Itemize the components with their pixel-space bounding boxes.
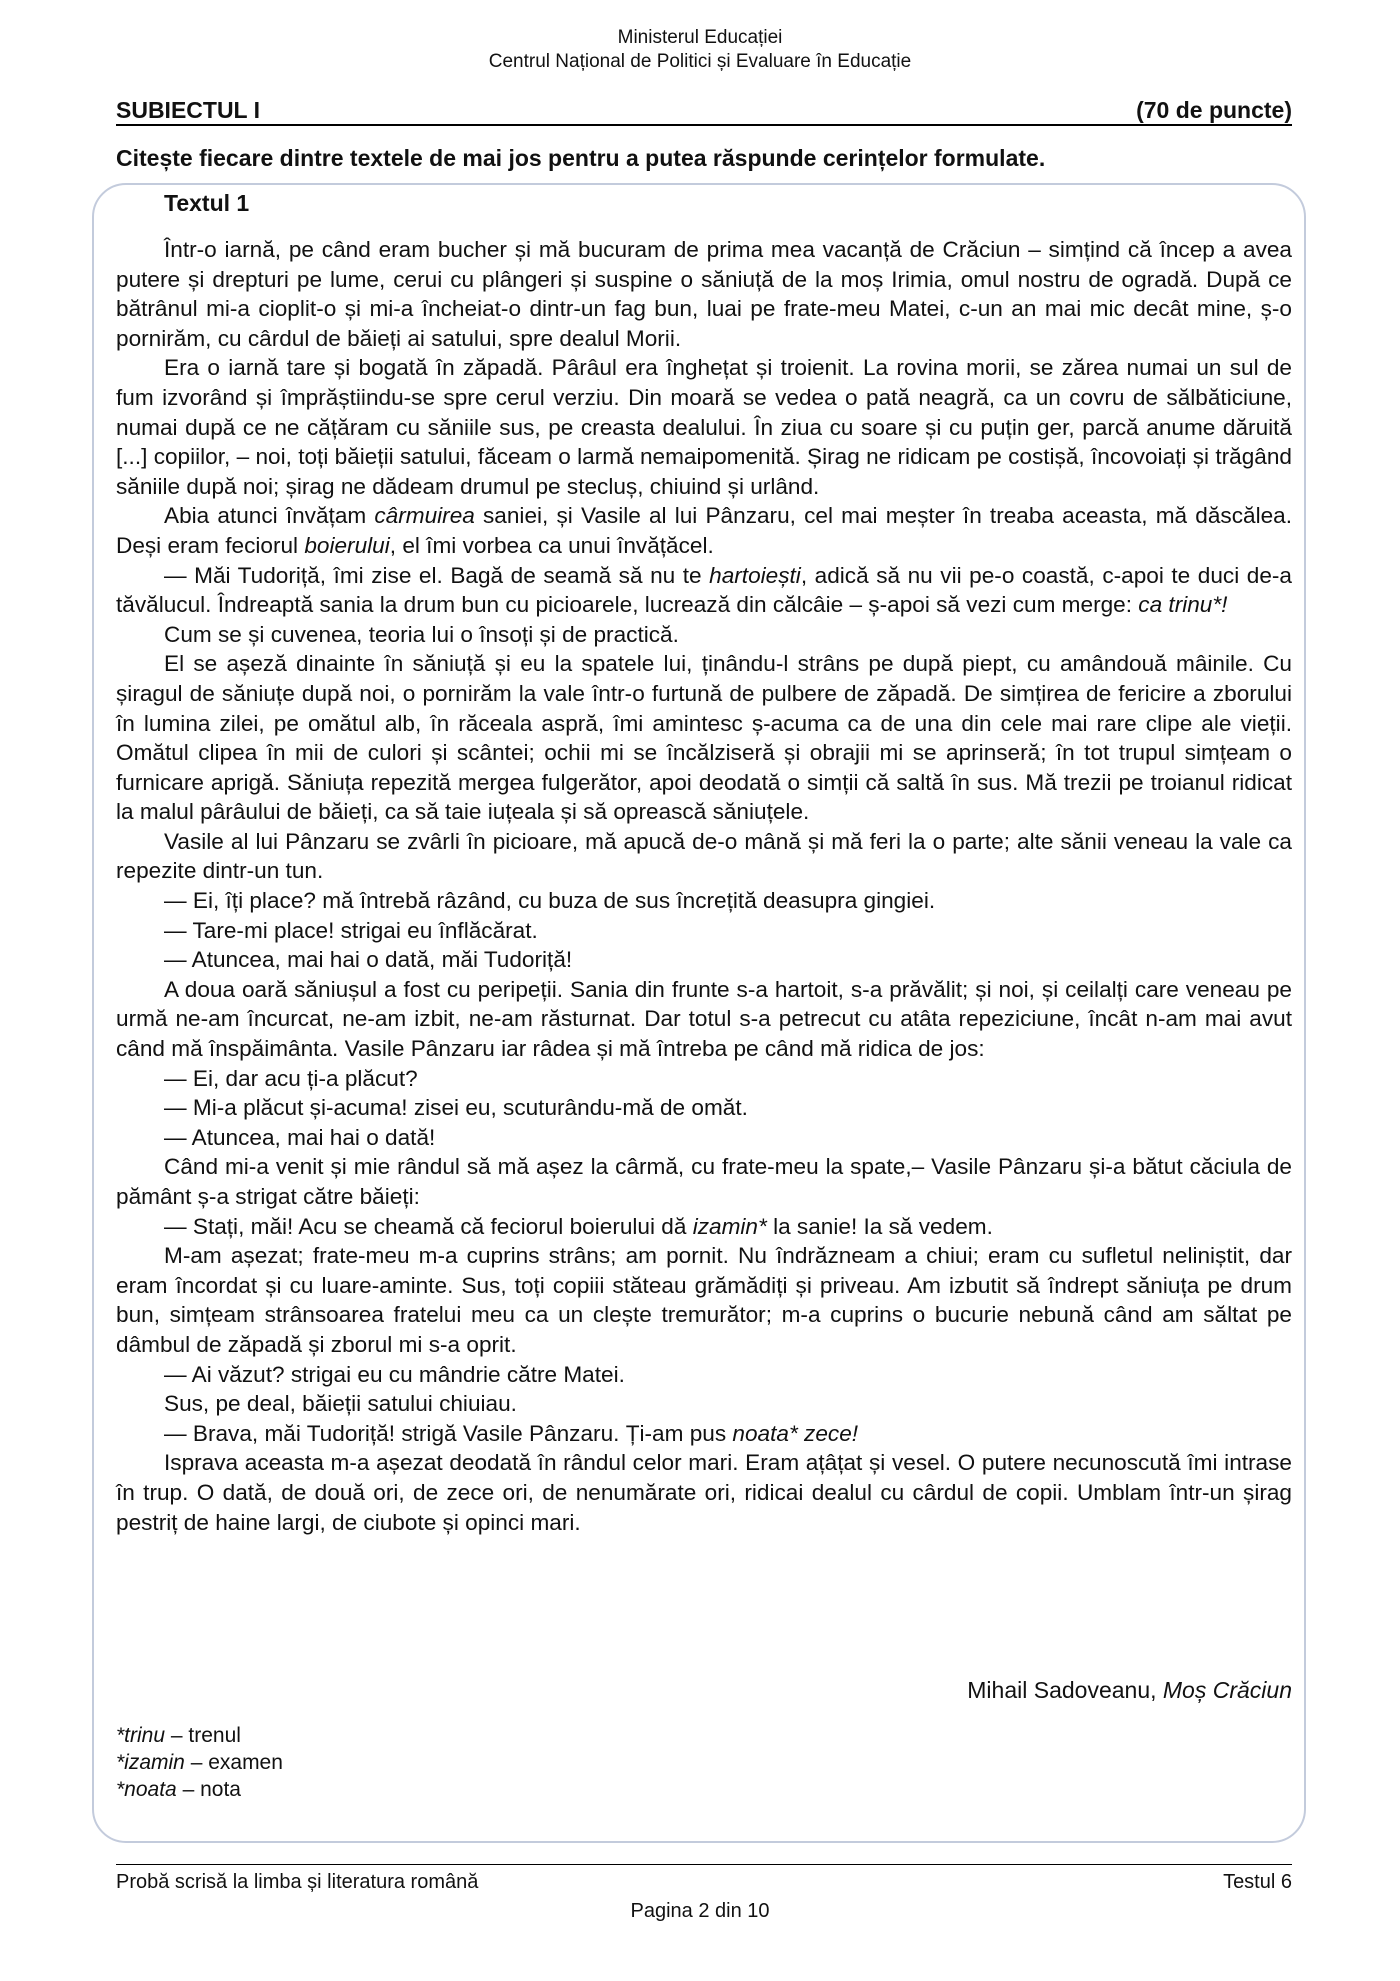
paragraph: Isprava aceasta m-a așezat deodată în rândul celor mari. Eram ațâțat și vesel. O putere necunoscută îmi intrase în trup. O dată, de două ori, de zece ori, de nenumărate ori, ridicai dealul cu cârdul de copii. Umblam într-un șirag pestriț de haine largi, de ciubote și opinci mari.	[116, 1450, 1292, 1535]
page-number: Pagina 2 din 10	[630, 1900, 770, 1922]
footer-divider	[116, 1864, 1292, 1865]
paragraph: Abia atunci învățam cârmuirea saniei, și Vasile al lui Pânzaru, cel mai meșter în treaba aceasta, mă dăscălea. Deși eram feciorul boierului, el îmi vorbea ca unui învățăcel.	[116, 503, 1292, 558]
paragraph: — Brava, măi Tudoriță! strigă Vasile Pânzaru. Ți-am pus noata* zece!	[164, 1420, 859, 1446]
paragraph: — Stați, măi! Acu se cheamă că feciorul boierului dă izamin* la sanie! Ia să vedem.	[164, 1213, 993, 1239]
paragraph: — Ai văzut? strigai eu cu mândrie către Matei.	[164, 1361, 625, 1387]
paragraph: — Ei, îți place? mă întrebă râzând, cu buza de sus încrețită deasupra gingiei.	[164, 888, 936, 914]
subject-points: (70 de puncte)	[1136, 97, 1292, 123]
paragraph: A doua oară săniușul a fost cu peripeții. Sania din frunte s-a hartoit, s-a prăvălit; și noi, și ceilalți care veneau pe urmă ne-am încurcat, ne-am izbit, ne-am răsturnat. Dar totul s-a petrecut cu atâta repeziciune, încât n-am mai avut când mă înspăimânta. Vasile Pânzaru iar râdea și mă întreba pe când mă ridica de jos:	[116, 976, 1292, 1062]
paragraph: — Mi-a plăcut și-acuma! zisei eu, scuturându-mă de omăt.	[164, 1095, 748, 1121]
paragraph: El se așeză dinainte în săniuță și eu la spatele lui, ținându-l strâns pe după piept, cu amândouă mâinile. Cu șiragul de săniuțe după noi, o pornirăm la vale într-o furtună de pulbere de zăpadă. De simțirea de fericire a zborului în lumina zilei, pe omătul alb, în răceala aspră, îmi amintesc ș-acuma ca de una din cele mai rare clipe ale vieții. Omătul clipea în mii de culori și scântei; ochii mi se încălziseră și obrajii mi se aprinseră; în tot trupul simțeam o furnicare aprigă. Săniuța repezită mergea fulgerător, apoi deodată o simții că saltă în sus. Mă trezii pe troianul ridicat la malul pârâului de băieți, ca să taie iuțeala și să oprească săniuțele.	[116, 651, 1292, 825]
glossary-entry: *izamin – examen	[116, 1751, 283, 1774]
paragraph: Vasile al lui Pânzaru se zvârli în picioare, mă apucă de-o mână și mă feri la o parte; alte sănii veneau la vale ca repezite dintr-un tun.	[116, 828, 1292, 884]
footer-test-number: Testul 6	[1223, 1871, 1292, 1893]
paragraph: Într-o iarnă, pe când eram bucher și mă bucuram de prima mea vacanță de Crăciun – simțind că încep a avea putere și drepturi pe lume, cerui cu plângeri și suspine o săniuță de la moș Irimia, omul nostru de ogradă. După ce bătrânul mi-a cioplit-o și mi-a încheiat-o dintr-un fag bun, luai pe frate-meu Matei, c-un an mai mic decât mine, ș-o pornirăm, cu cârdul de băieți ai satului, spre dealul Morii.	[116, 237, 1292, 351]
paragraph: Cum se și cuvenea, teoria lui o însoți și de practică.	[164, 621, 679, 647]
author-name: Mihail Sadoveanu,	[967, 1677, 1163, 1703]
paragraph: M-am așezat; frate-meu m-a cuprins strâns; am pornit. Nu îndrăzneam a chiui; eram cu sufletul neliniștit, dar eram încordat și cu luare-aminte. Sus, toți copiii stăteau grămădiți și priveau. Am izbutit să îndrept săniuța pe drum bun, simțeam strânsoarea fratelui meu ca un clește tremurător; m-a cuprins o bucurie nebună când am săltat pe dâmbul de zăpadă și zborul mi s-a oprit.	[116, 1243, 1292, 1357]
center-header: Centrul Național de Politici și Evaluare în Educație	[488, 51, 912, 72]
instruction-text: Citește fiecare dintre textele de mai jos pentru a putea răspunde cerințelor formulate.	[116, 145, 1046, 171]
glossary-entry: *noata – nota	[116, 1778, 241, 1801]
text-body	[116, 235, 1292, 1537]
paragraph: Sus, pe deal, băieții satului chiuiau.	[164, 1391, 517, 1417]
text-title: Textul 1	[164, 190, 250, 216]
paragraph: — Atuncea, mai hai o dată, măi Tudoriță!	[164, 947, 573, 973]
paragraph: — Ei, dar acu ți-a plăcut?	[164, 1065, 418, 1091]
subject-bar	[116, 94, 1292, 126]
paragraph: — Măi Tudoriță, îmi zise el. Bagă de seamă să nu te hartoiești, adică să nu vii pe-o coastă, c-apoi te duci de-a tăvălucul. Îndreaptă sania la drum bun cu picioarele, lucrează din călcâie – ș-apoi să vezi cum merge: ca trinu*!	[116, 562, 1292, 618]
paragraph: — Atuncea, mai hai o dată!	[164, 1124, 436, 1150]
ministry-header: Ministerul Educației	[617, 27, 783, 48]
glossary-entry: *trinu – trenul	[116, 1724, 241, 1747]
author-attribution	[967, 1677, 1292, 1704]
paragraph: Când mi-a venit și mie rândul să mă așez la cârmă, cu frate-meu la spate,– Vasile Pânzaru și-a bătut căciula de pământ ș-a strigat către băieți:	[116, 1154, 1292, 1209]
paragraph: — Tare-mi place! strigai eu înflăcărat.	[164, 917, 538, 943]
subject-title: SUBIECTUL I	[116, 97, 260, 123]
paragraph: Era o iarnă tare și bogată în zăpadă. Pârâul era înghețat și troienit. La rovina morii, se zărea numai un sul de fum izvorând și împrăștiindu-se spre cerul verziu. Din moară se vedea o pată neagră, ca un covru de sălbăticiune, numai după ce ne cățăram cu săniile sus, pe creasta dealului. În ziua cu soare și cu puțin ger, parcă anume dăruită [...] copiilor, – noi, toți băieții satului, făceam o larmă nemaipomenită. Șirag ne ridicam pe costișă, încovoiați și trăgând săniile după noi; șirag ne dădeam drumul pe stecluș, chiuind și urlând.	[116, 355, 1292, 499]
footer-exam-name: Probă scrisă la limba și literatura română	[116, 1871, 479, 1893]
glossary	[116, 1722, 283, 1803]
work-title: Moș Crăciun	[1162, 1677, 1292, 1703]
